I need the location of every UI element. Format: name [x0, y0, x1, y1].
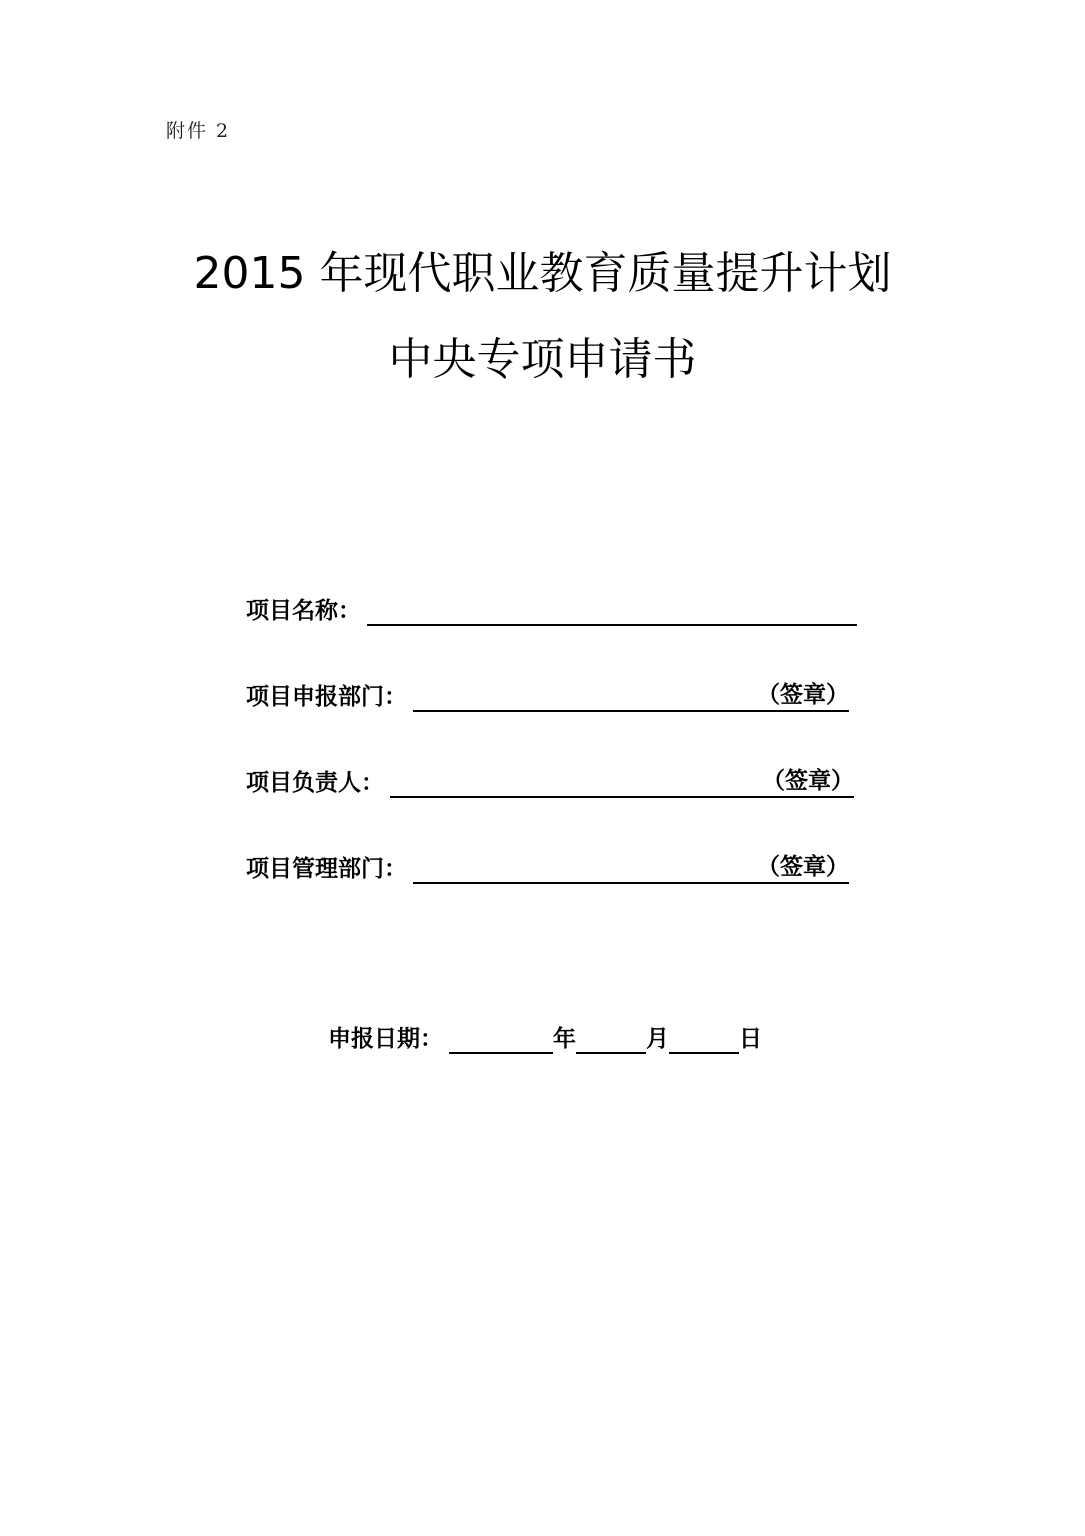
- project-name-label: 项目名称：: [246, 598, 361, 624]
- application-date-field: [328, 1018, 762, 1054]
- seal-note: （签章）: [757, 682, 849, 708]
- project-leader-blank[interactable]: [390, 768, 854, 798]
- month-blank[interactable]: [576, 1024, 646, 1054]
- document-title-line-2: 中央专项申请书: [388, 334, 697, 385]
- month-label: 月: [646, 1026, 669, 1052]
- applying-department-blank[interactable]: [413, 682, 849, 712]
- seal-note: （签章）: [762, 768, 854, 794]
- year-label: 年: [553, 1026, 576, 1052]
- applying-department-field: [246, 676, 849, 712]
- managing-department-blank[interactable]: [413, 854, 849, 884]
- project-leader-label: 项目负责人：: [246, 770, 384, 796]
- managing-department-field: [246, 848, 849, 884]
- document-title-line-1: 2015 年现代职业教育质量提升计划: [193, 248, 892, 299]
- managing-department-label: 项目管理部门：: [246, 856, 407, 882]
- year-blank[interactable]: [449, 1024, 553, 1054]
- application-date-label: 申报日期：: [328, 1026, 443, 1052]
- project-name-field: [246, 590, 857, 626]
- day-blank[interactable]: [669, 1024, 739, 1054]
- day-label: 日: [739, 1026, 762, 1052]
- seal-note: （签章）: [757, 854, 849, 880]
- attachment-label: 附件 2: [166, 120, 231, 142]
- applying-department-label: 项目申报部门：: [246, 684, 407, 710]
- project-leader-field: [246, 762, 854, 798]
- project-name-blank[interactable]: [367, 596, 857, 626]
